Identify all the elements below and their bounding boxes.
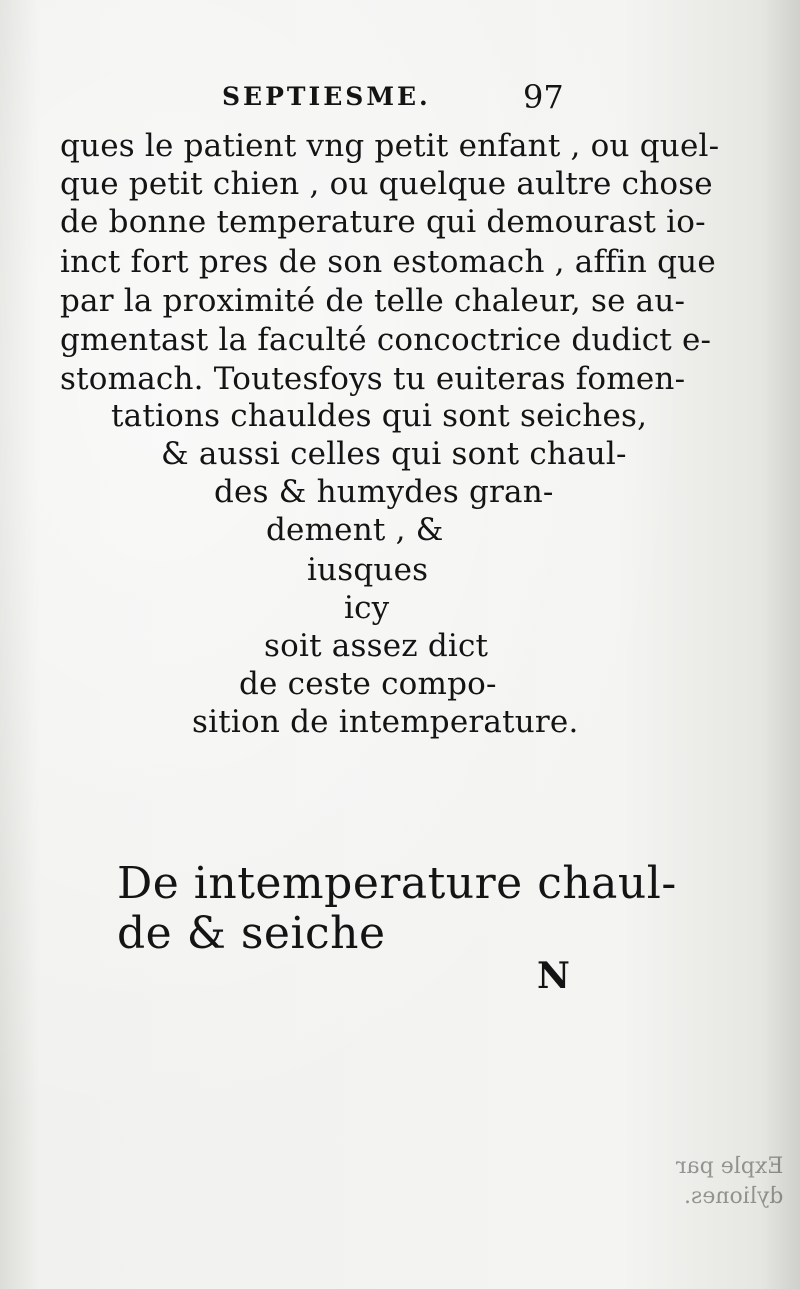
text-line: par la proximité de telle chaleur, se au-: [60, 283, 686, 319]
heading-line: de & seiche: [117, 908, 386, 959]
text-line: icy: [344, 590, 390, 626]
text-line: de ceste compo-: [239, 666, 497, 702]
text-line: dement , &: [266, 512, 444, 548]
text-line: tations chauldes qui sont seiches,: [111, 398, 648, 434]
running-head: SEPTIESME.: [222, 82, 431, 111]
text-line: soit assez dict: [264, 628, 489, 664]
text-line: sition de intemperature.: [192, 704, 579, 740]
margin-note-bleed: [676, 1152, 783, 1212]
text-line: iusques: [307, 552, 429, 588]
text-line: des & humydes gran-: [214, 474, 554, 510]
page-header: [0, 78, 800, 118]
margin-note-line: dyliones.: [684, 1184, 784, 1209]
text-line: de bonne temperature qui demourast io-: [60, 204, 706, 240]
text-line: inct fort pres de son estomach , affin que: [60, 244, 716, 280]
text-line: que petit chien , ou quelque aultre chose: [60, 166, 713, 202]
text-line: gmentast la faculté concoctrice dudict e-: [60, 322, 712, 358]
margin-note-line: Exple par: [676, 1154, 784, 1179]
page-number: 97: [523, 78, 564, 116]
catchword: N: [537, 955, 570, 997]
heading-line: De intemperature chaul-: [117, 858, 677, 909]
text-line: stomach. Toutesfoys tu euiteras fomen-: [60, 361, 686, 397]
text-line: & aussi celles qui sont chaul-: [161, 436, 627, 472]
text-line: ques le patient vng petit enfant , ou quel-: [60, 128, 720, 164]
